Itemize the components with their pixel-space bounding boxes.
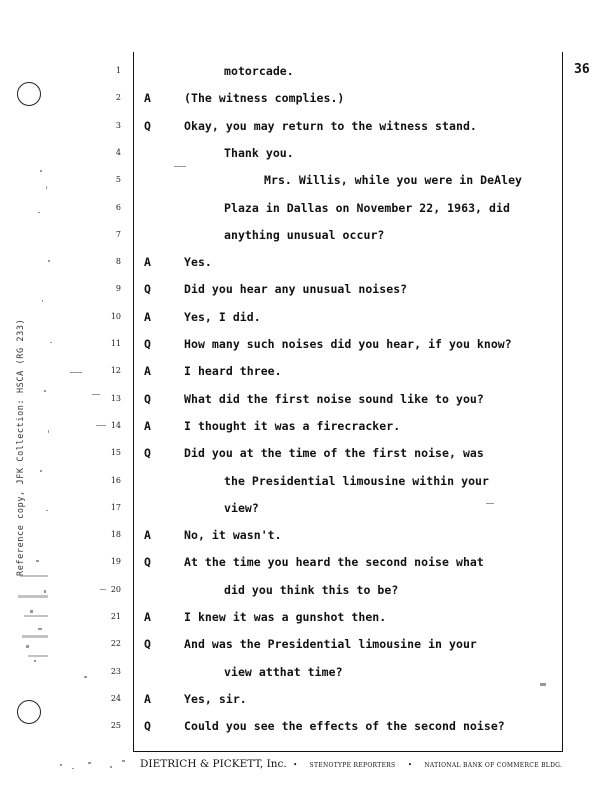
line-number: 22 bbox=[110, 639, 121, 648]
testimony-text: Did you hear any unusual noises? bbox=[184, 282, 408, 296]
transcript-line bbox=[0, 228, 612, 242]
speaker-label: Q bbox=[144, 392, 151, 406]
line-number: 10 bbox=[110, 312, 121, 321]
speaker-label: Q bbox=[144, 555, 151, 569]
testimony-text: Did you at the time of the first noise, was bbox=[184, 446, 484, 460]
transcript-line bbox=[0, 610, 612, 624]
transcript-line bbox=[0, 446, 612, 460]
testimony-text: view atthat time? bbox=[224, 665, 343, 679]
testimony-text: I thought it was a firecracker. bbox=[184, 419, 401, 433]
line-number: 15 bbox=[110, 448, 121, 457]
testimony-text: the Presidential limousine within your bbox=[224, 474, 489, 488]
transcript-line bbox=[0, 119, 612, 133]
line-number: 4 bbox=[115, 148, 121, 157]
testimony-text: anything unusual occur? bbox=[224, 228, 385, 242]
line-number: 5 bbox=[115, 175, 121, 184]
line-number: 2 bbox=[115, 93, 121, 102]
line-number: 6 bbox=[115, 203, 121, 212]
transcript-line bbox=[0, 364, 612, 378]
transcript-line bbox=[0, 528, 612, 542]
speaker-label: A bbox=[144, 419, 151, 433]
transcript-line bbox=[0, 637, 612, 651]
speaker-label: Q bbox=[144, 446, 151, 460]
speaker-label: A bbox=[144, 255, 151, 269]
testimony-text: (The witness complies.) bbox=[184, 91, 345, 105]
transcript-line bbox=[0, 146, 612, 160]
line-number: 16 bbox=[110, 476, 121, 485]
page-number: 36 bbox=[574, 62, 590, 77]
footer-separator: • bbox=[407, 761, 412, 769]
line-number: 1 bbox=[115, 66, 121, 75]
speaker-label: Q bbox=[144, 282, 151, 296]
line-number: 24 bbox=[110, 694, 121, 703]
line-number: 14 bbox=[110, 421, 121, 430]
archival-stamp-text: Reference copy, JFK Collection: HSCA (RG 233) bbox=[16, 318, 26, 576]
transcript-line bbox=[0, 173, 612, 187]
line-number: 13 bbox=[110, 394, 121, 403]
footer-role: STENOTYPE REPORTERS bbox=[309, 762, 396, 769]
testimony-text: Thank you. bbox=[224, 146, 294, 160]
testimony-text: Yes, I did. bbox=[184, 310, 261, 324]
speaker-label: Q bbox=[144, 119, 151, 133]
transcript-line bbox=[0, 501, 612, 515]
testimony-text: And was the Presidential limousine in your bbox=[184, 637, 477, 651]
line-number: 7 bbox=[115, 230, 121, 239]
transcript-line bbox=[0, 474, 612, 488]
line-number: 3 bbox=[115, 121, 121, 130]
speaker-label: Q bbox=[144, 719, 151, 733]
transcript-line bbox=[0, 337, 612, 351]
transcript-line bbox=[0, 419, 612, 433]
testimony-text: I knew it was a gunshot then. bbox=[184, 610, 387, 624]
testimony-text: At the time you heard the second noise what bbox=[184, 555, 484, 569]
line-number: 18 bbox=[110, 530, 121, 539]
reporter-footer bbox=[140, 758, 568, 770]
speaker-label: Q bbox=[144, 337, 151, 351]
speaker-label: A bbox=[144, 610, 151, 624]
transcript-line bbox=[0, 91, 612, 105]
testimony-text: Yes. bbox=[184, 255, 212, 269]
footer-address: NATIONAL BANK OF COMMERCE BLDG. bbox=[424, 762, 563, 769]
testimony-text: motorcade. bbox=[224, 64, 294, 78]
line-number: 12 bbox=[110, 366, 121, 375]
testimony-text: I heard three. bbox=[184, 364, 282, 378]
line-number: 11 bbox=[110, 339, 121, 348]
transcript-line bbox=[0, 201, 612, 215]
testimony-text: view? bbox=[224, 501, 259, 515]
testimony-text: Mrs. Willis, while you were in DeAley bbox=[264, 173, 523, 187]
line-number: 25 bbox=[110, 721, 121, 730]
line-number: 23 bbox=[110, 667, 121, 676]
line-number: 17 bbox=[110, 503, 121, 512]
speaker-label: A bbox=[144, 364, 151, 378]
line-number: 8 bbox=[115, 257, 121, 266]
line-number: 19 bbox=[110, 557, 121, 566]
transcript-line bbox=[0, 719, 612, 733]
line-number: 20 bbox=[110, 585, 121, 594]
transcript-line bbox=[0, 310, 612, 324]
speaker-label: A bbox=[144, 91, 151, 105]
testimony-text: Could you see the effects of the second noise? bbox=[184, 719, 505, 733]
testimony-text: Okay, you may return to the witness stand. bbox=[184, 119, 477, 133]
footer-firm: DIETRICH & PICKETT, Inc. bbox=[140, 758, 287, 770]
testimony-text: Plaza in Dallas on November 22, 1963, did bbox=[224, 201, 510, 215]
transcript-line bbox=[0, 692, 612, 706]
line-number: 21 bbox=[110, 612, 121, 621]
transcript-line bbox=[0, 392, 612, 406]
testimony-text: did you think this to be? bbox=[224, 583, 399, 597]
transcript-line bbox=[0, 64, 612, 78]
speaker-label: A bbox=[144, 528, 151, 542]
transcript-line bbox=[0, 583, 612, 597]
footer-separator: • bbox=[293, 761, 298, 769]
transcript-line bbox=[0, 555, 612, 569]
testimony-text: No, it wasn't. bbox=[184, 528, 282, 542]
speaker-label: A bbox=[144, 692, 151, 706]
transcript-line bbox=[0, 282, 612, 296]
transcript-line bbox=[0, 665, 612, 679]
testimony-text: How many such noises did you hear, if you know? bbox=[184, 337, 512, 351]
speaker-label: A bbox=[144, 310, 151, 324]
line-number: 9 bbox=[115, 284, 121, 293]
testimony-text: Yes, sir. bbox=[184, 692, 247, 706]
testimony-text: What did the first noise sound like to you? bbox=[184, 392, 484, 406]
speaker-label: Q bbox=[144, 637, 151, 651]
transcript-line bbox=[0, 255, 612, 269]
